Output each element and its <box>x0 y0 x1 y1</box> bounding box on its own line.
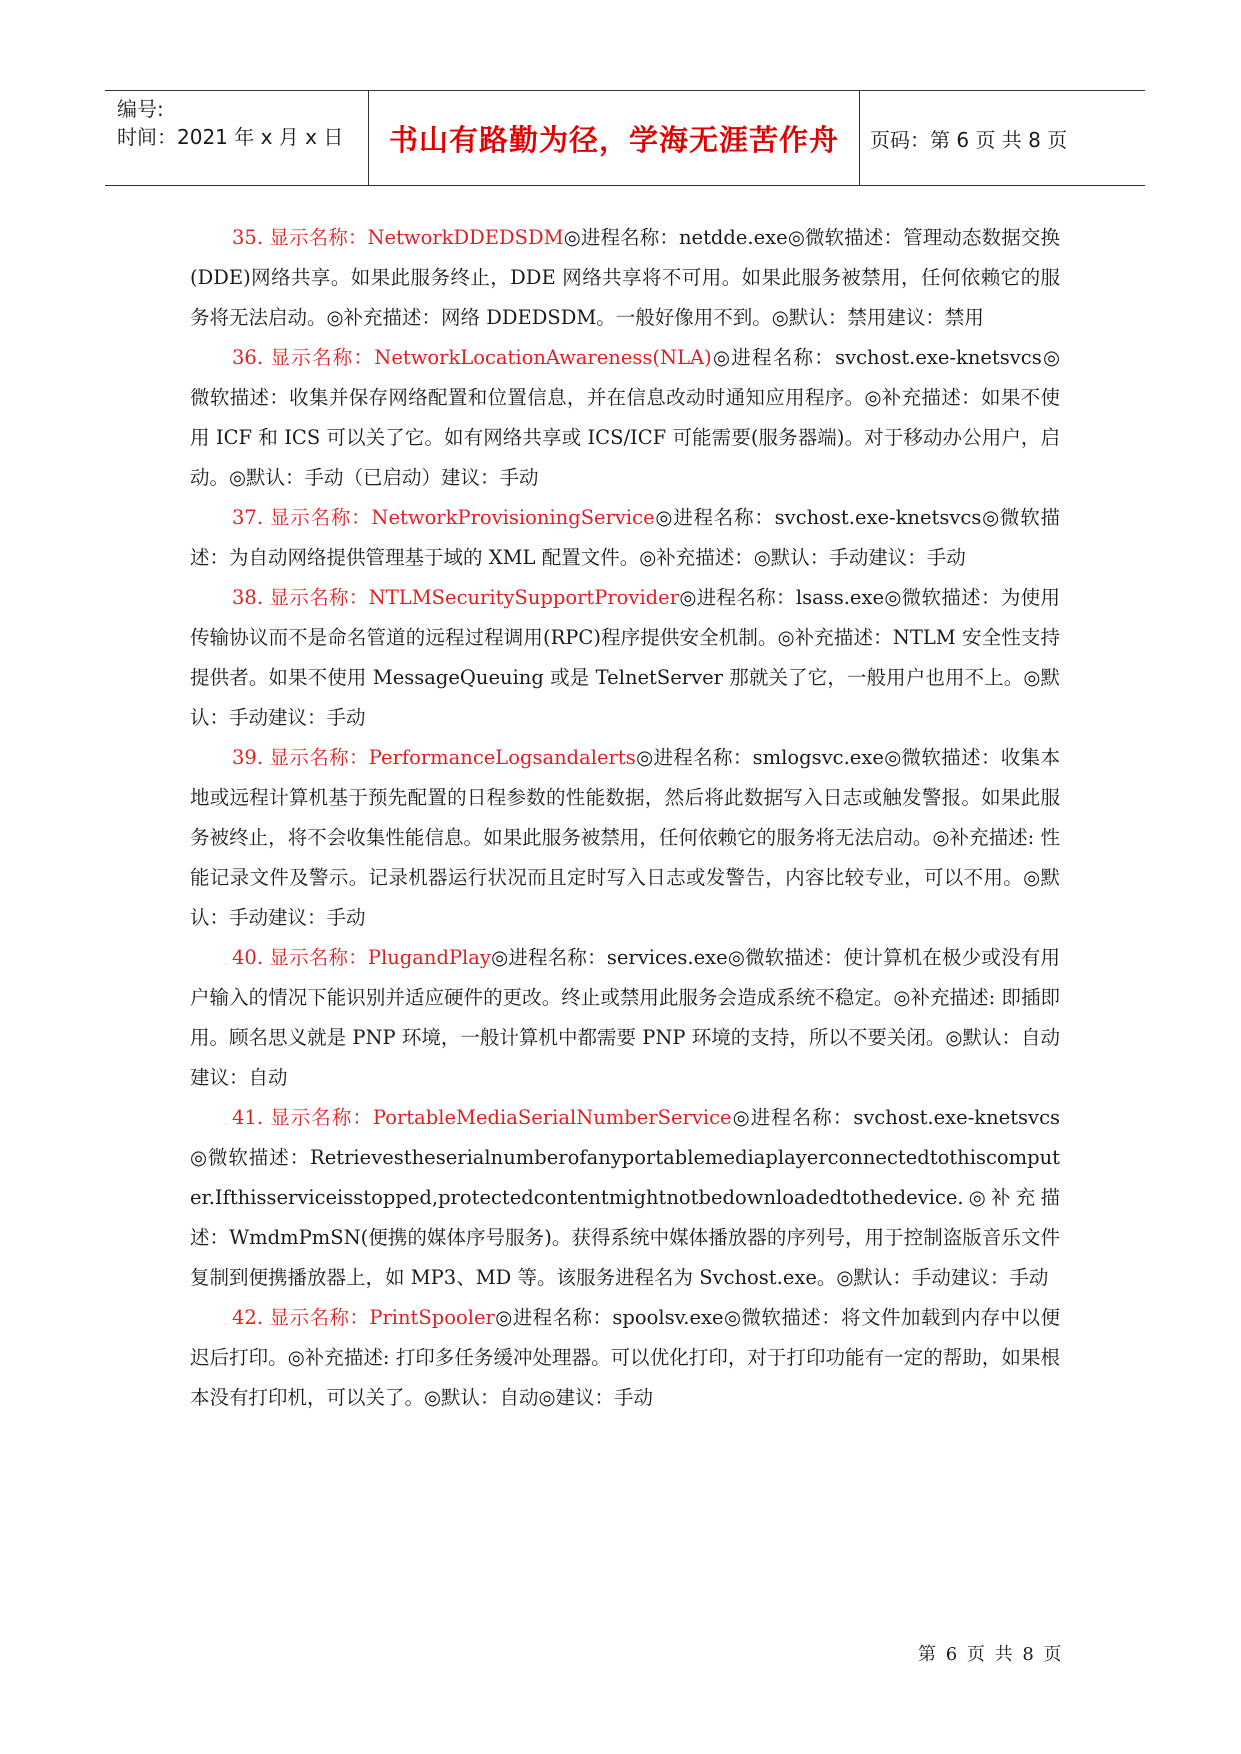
header-page-info: 页码：第 6 页 共 8 页 <box>870 127 1068 152</box>
entry-text: ◎进程名称：svchost.exe-knetsvcs◎微软描述：Retrievestheserialnumberofanyportablemediaplayerconnectedtothiscomputer.Ifthisserviceisstopped,protectedcontentmightnotbedownloadedtothedevice.◎补充描述：WmdmPmSN(便携的媒体序号服务)。获得系统中媒体播放器的序列号，用于控制盗版音乐文件复制到便携播放器上，如 MP3、MD 等。该服务进程名为 Svchost.exe。◎默认：手动建议：手动 <box>190 1106 1060 1289</box>
document-body <box>190 218 1060 1418</box>
entry-text: ◎进程名称：spoolsv.exe◎微软描述：将文件加载到内存中以便迟后打印。◎补充描述: 打印多任务缓冲处理器。可以优化打印，对于打印功能有一定的帮助，如果根本没有打印机，可以关了。◎默认：自动◎建议：手动 <box>190 1306 1060 1409</box>
entry-title: 38. 显示名称：NTLMSecuritySupportProvider <box>232 586 680 609</box>
entry-title: 35. 显示名称：NetworkDDEDSDM <box>232 226 564 249</box>
page-footer: 第 6 页 共 8 页 <box>918 1644 1064 1665</box>
page-header <box>105 90 1145 186</box>
entry-text: ◎进程名称：smlogsvc.exe◎微软描述：收集本地或远程计算机基于预先配置的日程参数的性能数据，然后将此数据写入日志或触发警报。如果此服务被终止，将不会收集性能信息。如果此服务被禁用，任何依赖它的服务将无法启动。◎补充描述: 性能记录文件及警示。记录机器运行状况而且定时写入日志或发警告，内容比较专业，可以不用。◎默认：手动建议：手动 <box>190 746 1060 929</box>
service-entry <box>190 338 1060 498</box>
doc-time-label: 时间：2021 年 x 月 x 日 <box>117 125 344 149</box>
entry-text: ◎进程名称：lsass.exe◎微软描述：为使用传输协议而不是命名管道的远程过程调用(RPC)程序提供安全机制。◎补充描述：NTLM 安全性支持提供者。如果不使用 MessageQueuing 或是 TelnetServer 那就关了它，一般用户也用不上。◎默认：手动建议：手动 <box>190 586 1060 729</box>
entry-title: 41. 显示名称：PortableMediaSerialNumberService <box>232 1106 732 1129</box>
header-motto: 书山有路勤为径，学海无涯苦作舟 <box>369 91 860 185</box>
service-entry <box>190 1098 1060 1298</box>
entry-text: ◎进程名称：svchost.exe-knetsvcs◎微软描述：为自动网络提供管理基于域的 XML 配置文件。◎补充描述：◎默认：手动建议：手动 <box>190 506 1060 569</box>
entry-title: 36. 显示名称：NetworkLocationAwareness(NLA) <box>232 346 712 369</box>
entry-text: ◎进程名称：services.exe◎微软描述：使计算机在极少或没有用户输入的情况下能识别并适应硬件的更改。终止或禁用此服务会造成系统不稳定。◎补充描述: 即插即用。顾名思义就是 PNP 环境，一般计算机中都需要 PNP 环境的支持，所以不要关闭。◎默认：自动建议：自动 <box>190 946 1060 1089</box>
entry-title: 42. 显示名称：PrintSpooler <box>232 1306 495 1329</box>
service-entry <box>190 738 1060 938</box>
service-entry <box>190 498 1060 578</box>
service-entry <box>190 578 1060 738</box>
service-entry <box>190 218 1060 338</box>
entry-title: 39. 显示名称：PerformanceLogsandalerts <box>232 746 636 769</box>
entry-title: 37. 显示名称：NetworkProvisioningService <box>232 506 655 529</box>
entry-title: 40. 显示名称：PlugandPlay <box>232 946 491 969</box>
doc-number-label: 编号: <box>117 97 164 121</box>
header-meta <box>105 91 369 185</box>
entry-text: ◎进程名称：svchost.exe-knetsvcs◎微软描述：收集并保存网络配置和位置信息，并在信息改动时通知应用程序。◎补充描述：如果不使用 ICF 和 ICS 可以关了它。如有网络共享或 ICS/ICF 可能需要(服务器端)。对于移动办公用户，启动。◎默认：手动（已启动）建议：手动 <box>190 346 1061 489</box>
service-entry <box>190 938 1060 1098</box>
service-entry <box>190 1298 1060 1418</box>
entry-text: ◎进程名称：netdde.exe◎微软描述：管理动态数据交换(DDE)网络共享。如果此服务终止，DDE 网络共享将不可用。如果此服务被禁用，任何依赖它的服务将无法启动。◎补充描述：网络 DDEDSDM。一般好像用不到。◎默认：禁用建议：禁用 <box>190 226 1060 329</box>
